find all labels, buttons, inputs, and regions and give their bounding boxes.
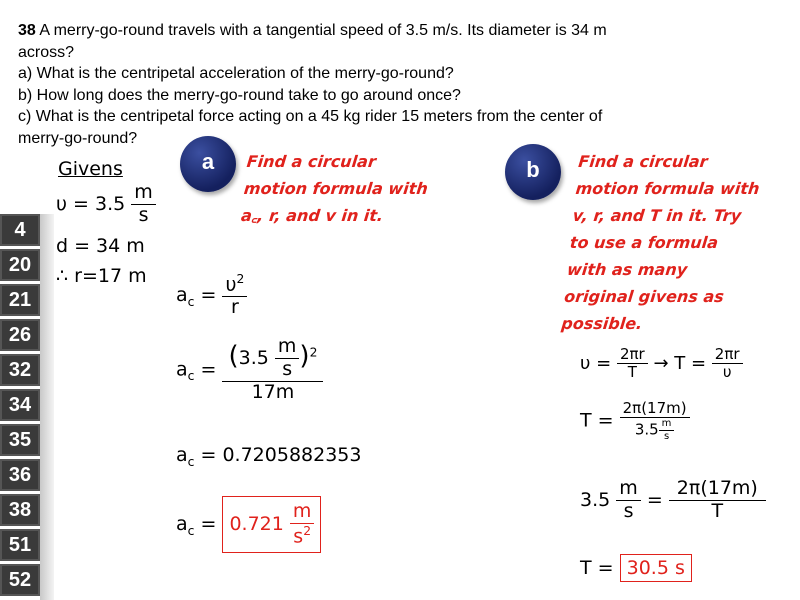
part-b-equation: 3.5 $\frac{m}{s}$ = $\frac{2\pi(17m)}{T}$ — [580, 478, 766, 523]
part-b-answer-box: 30.5 s — [620, 554, 692, 582]
slide-nav — [0, 214, 40, 599]
problem-line-b: b) How long does the merry-go-round take to go around once? — [18, 86, 461, 104]
problem-statement — [18, 20, 788, 149]
problem-line-a: a) What is the centripetal acceleration of the merry-go-round? — [18, 65, 454, 82]
part-a-badge[interactable]: a — [180, 136, 236, 192]
nav-item-36[interactable]: 36 — [0, 459, 40, 491]
problem-number: 38 — [18, 22, 36, 39]
givens-block — [56, 158, 156, 287]
part-a-result: $a_c = 0.721$ $\frac{m}{s^2}$ — [176, 496, 321, 553]
nav-item-32[interactable]: 32 — [0, 354, 40, 386]
part-a-formula: $a_c$ = $\frac{\upsilon^2}{r}$ — [176, 272, 247, 319]
givens-diameter: d = 34 m — [56, 234, 145, 257]
problem-line-2: across? — [18, 43, 75, 61]
part-b-badge[interactable]: b — [505, 144, 561, 200]
part-b-substitution: T = 2π(17m) 3.5 $\frac{m}{s}$ — [580, 400, 690, 442]
part-b-formula: υ = $\frac{2\pi r}{T}$ → T = $\frac{2\pi r}{\upsilon}$ — [580, 346, 743, 382]
problem-line-1: 38 A merry-go-round travels with a tangential speed of 3.5 m/s. Its diameter is 34 m — [18, 22, 607, 39]
nav-item-51[interactable]: 51 — [0, 529, 40, 561]
givens-velocity: υ = 3.5 $\frac{m}{s}$ — [56, 182, 156, 227]
nav-item-26[interactable]: 26 — [0, 319, 40, 351]
givens-radius: ∴ r=17 m — [56, 264, 147, 287]
sidebar-strip — [40, 214, 54, 600]
part-a-decimal: $a_c = 0.7205882353$ — [176, 444, 362, 469]
nav-item-35[interactable]: 35 — [0, 424, 40, 456]
problem-line-c2: merry-go-round? — [18, 129, 138, 147]
part-b-result: T = 30.5 s — [580, 554, 692, 582]
nav-item-20[interactable]: 20 — [0, 249, 40, 281]
nav-item-52[interactable]: 52 — [0, 564, 40, 596]
part-b-hint: Find a circular motion formula with v, r, and T in it. Try to use a formula with as many original givens as possible. — [560, 152, 761, 333]
part-a-answer-box: 0.721 $\frac{m}{s^2}$ — [222, 496, 321, 553]
part-a-hint: Find a circular motion formula with a꜀, r, and v in it. — [240, 152, 429, 225]
nav-item-38[interactable]: 38 — [0, 494, 40, 526]
nav-item-21[interactable]: 21 — [0, 284, 40, 316]
nav-item-4[interactable]: 4 — [0, 214, 40, 246]
nav-item-34[interactable]: 34 — [0, 389, 40, 421]
part-a-substitution: $a_c$ = (3.5 $\frac{m}{s}$ )$^2$ 17m — [176, 336, 323, 404]
givens-title: Givens — [58, 158, 123, 180]
problem-line-c: c) What is the centripetal force acting on a 45 kg rider 15 meters from the center of — [18, 108, 603, 125]
